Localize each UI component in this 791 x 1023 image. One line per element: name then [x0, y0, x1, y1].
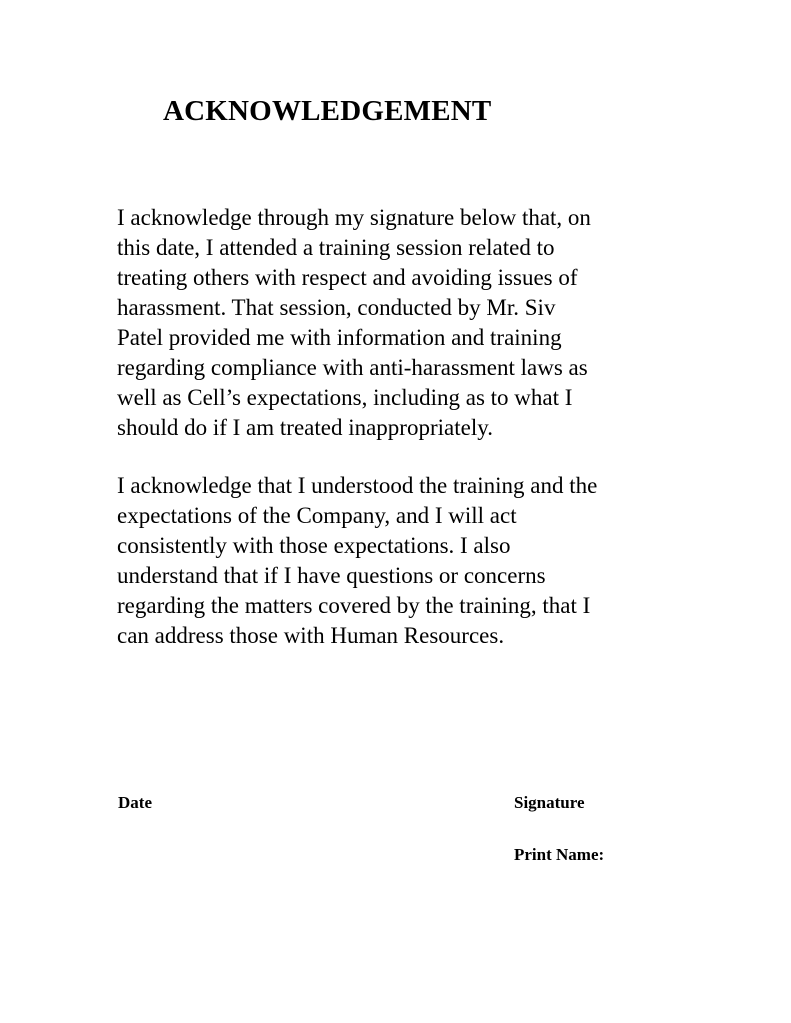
page-title: ACKNOWLEDGEMENT — [163, 95, 492, 127]
paragraph-2-line-5: regarding the matters covered by the training, that I — [117, 593, 591, 618]
paragraph-2-line-2: expectations of the Company, and I will act — [117, 503, 517, 528]
paragraph-1-line-1: I acknowledge through my signature below that, on — [117, 205, 591, 230]
acknowledgement-paragraph-2 — [117, 471, 677, 651]
signature-label: Signature — [514, 793, 585, 812]
paragraph-2-line-4: understand that if I have questions or concerns — [117, 563, 546, 588]
paragraph-1-line-7: well as Cell’s expectations, including as to what I — [117, 385, 573, 410]
acknowledgement-paragraph-1 — [117, 203, 677, 443]
paragraph-1-line-4: harassment. That session, conducted by Mr. Siv — [117, 295, 556, 320]
paragraph-2-line-3: consistently with those expectations. I also — [117, 533, 511, 558]
paragraph-1-line-8: should do if I am treated inappropriately. — [117, 415, 493, 440]
paragraph-1-line-2: this date, I attended a training session related to — [117, 235, 555, 260]
paragraph-1-line-3: treating others with respect and avoiding issues of — [117, 265, 578, 290]
print-name-label: Print Name: — [514, 845, 605, 864]
paragraph-1-line-6: regarding compliance with anti-harassment laws as — [117, 355, 588, 380]
paragraph-1-line-5: Patel provided me with information and training — [117, 325, 562, 350]
paragraph-2-line-1: I acknowledge that I understood the training and the — [117, 473, 598, 498]
date-label: Date — [118, 793, 152, 812]
paragraph-2-line-6: can address those with Human Resources. — [117, 623, 505, 648]
